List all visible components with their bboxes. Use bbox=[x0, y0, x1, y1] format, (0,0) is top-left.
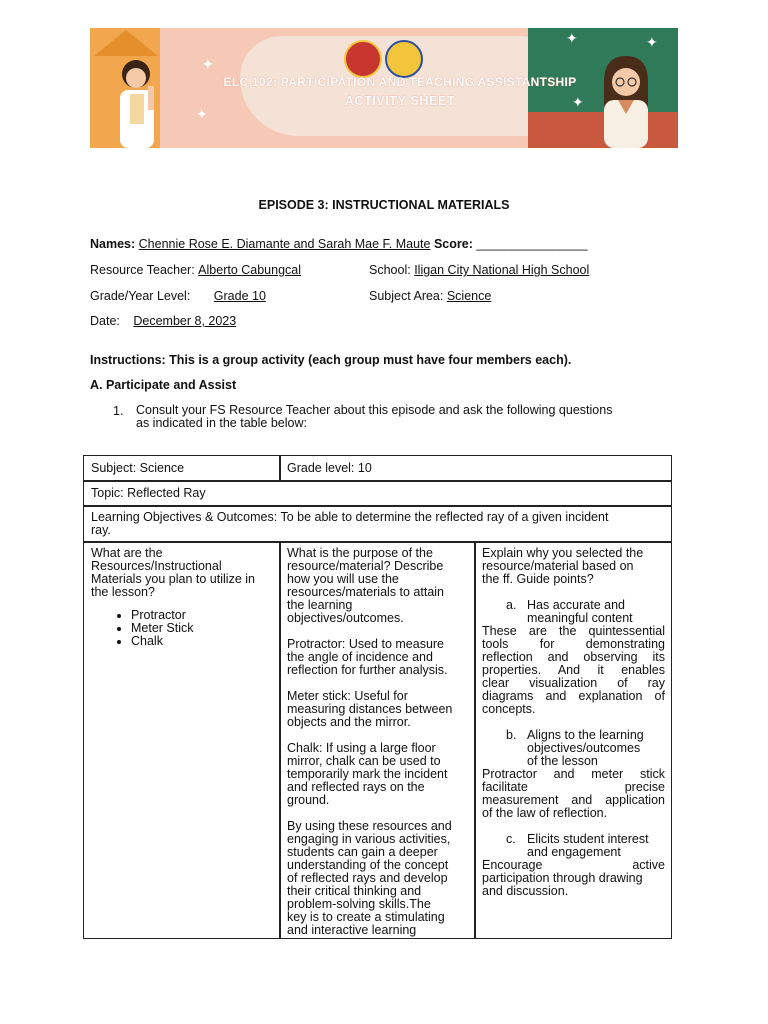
names-line bbox=[90, 237, 588, 251]
school-label: School: bbox=[369, 263, 411, 277]
column-purpose bbox=[281, 544, 474, 940]
teacher-label: Resource Teacher: bbox=[90, 263, 195, 277]
date-line bbox=[90, 314, 245, 328]
table-cell-topic: Topic: Reflected Ray bbox=[91, 486, 206, 500]
list-item: • Meter Stick bbox=[131, 622, 273, 635]
chalk-purpose: Chalk: If using a large floor mirror, chalk can be used to temporarily mark the incident and reflected rays on the ground. bbox=[287, 741, 448, 807]
grade-value[interactable]: Grade 10 bbox=[213, 289, 266, 303]
justification-question: Explain why you selected the resource/material based on the ff. Guide points? bbox=[482, 546, 644, 586]
school-line bbox=[369, 263, 589, 277]
guide-point-c: c. Elicits student interest and engagement bbox=[506, 832, 649, 859]
school-value[interactable]: Iligan City National High School bbox=[414, 263, 590, 277]
sparkle-icon: ✦ bbox=[202, 56, 214, 72]
item-1-text: Consult your FS Resource Teacher about this episode and ask the following questions as indicated in the table below: bbox=[136, 403, 613, 430]
date-value[interactable]: December 8, 2023 bbox=[133, 314, 237, 328]
date-label: Date: bbox=[90, 314, 120, 328]
teacher-line bbox=[90, 263, 356, 277]
score-blank[interactable]: ________________ bbox=[476, 237, 588, 251]
item-number: 1. bbox=[113, 404, 124, 418]
sparkle-icon: ✦ bbox=[196, 106, 208, 122]
grade-label: Grade/Year Level: bbox=[90, 289, 191, 303]
sparkle-icon: ✦ bbox=[572, 94, 584, 110]
teacher-right-illustration bbox=[590, 52, 660, 148]
names-value[interactable]: Chennie Rose E. Diamante and Sarah Mae F. Maute bbox=[138, 237, 431, 251]
header-banner bbox=[90, 28, 678, 148]
column-justification bbox=[476, 544, 671, 901]
subject-value[interactable]: Science bbox=[446, 289, 492, 303]
purpose-closing: By using these resources and engaging in various activities, students can gain a deeper understanding of the concept of reflected rays and develop their critical thinking and problem-solving skills.The key is to create a stimulating and interactive learning bbox=[287, 819, 452, 937]
score-label: Score: bbox=[433, 237, 473, 251]
list-item: • Protractor bbox=[131, 609, 273, 622]
grade-line bbox=[90, 289, 354, 303]
table-cell-subject: Subject: Science bbox=[91, 461, 185, 475]
college-seal-logo bbox=[385, 40, 423, 78]
instructions: Instructions: This is a group activity (each group must have four members each). bbox=[90, 353, 572, 367]
guide-point-c-answer: Encourage active participation through drawing and discussion. bbox=[482, 858, 665, 898]
section-a-heading: A. Participate and Assist bbox=[90, 378, 237, 392]
purpose-question: What is the purpose of the resource/material? Describe how you will use the resources/materials to attain the learning objectives/outcomes. bbox=[287, 546, 445, 625]
resources-list bbox=[91, 609, 273, 648]
teacher-value[interactable]: Alberto Cabungcal bbox=[198, 263, 302, 277]
banner-title: ELC 102: PARTICIPATION AND TEACHING ASSISTANTSHIP bbox=[223, 75, 577, 89]
university-seal-logo bbox=[344, 40, 382, 78]
subject-line bbox=[369, 289, 491, 303]
table-cell-grade: Grade level: 10 bbox=[287, 461, 372, 475]
sparkle-icon: ✦ bbox=[566, 30, 578, 46]
subject-label: Subject Area: bbox=[369, 289, 444, 303]
column-resources bbox=[85, 544, 279, 651]
list-item: • Chalk bbox=[131, 635, 273, 648]
resources-question: What are the Resources/Instructional Materials you plan to utilize in the lesson? bbox=[91, 546, 255, 599]
guide-point-a-answer: These are the quintessential tools for demonstrating reflection and observing its properties. And it enables clear visualization of ray diagrams and explanation of concepts. bbox=[482, 624, 665, 716]
table-cell-objectives: Learning Objectives & Outcomes: To be able to determine the reflected ray of a given incident ray. bbox=[91, 510, 609, 537]
sparkle-icon: ✦ bbox=[646, 34, 658, 50]
banner-subtitle: ACTIVITY SHEET bbox=[344, 94, 456, 108]
guide-point-a: a. Has accurate and meaningful content bbox=[506, 598, 633, 625]
teacher-left-illustration bbox=[106, 56, 168, 148]
names-label: Names: bbox=[90, 237, 136, 251]
protractor-purpose: Protractor: Used to measure the angle of incidence and reflection for further analysis. bbox=[287, 637, 448, 677]
meter-stick-purpose: Meter stick: Useful for measuring distances between objects and the mirror. bbox=[287, 689, 453, 729]
guide-point-b: b. Aligns to the learning objectives/outcomes of the lesson bbox=[506, 728, 644, 768]
guide-point-b-answer: Protractor and meter stick facilitate precise measurement and application of the law of reflection. bbox=[482, 767, 665, 820]
episode-title: EPISODE 3: INSTRUCTIONAL MATERIALS bbox=[258, 198, 510, 212]
